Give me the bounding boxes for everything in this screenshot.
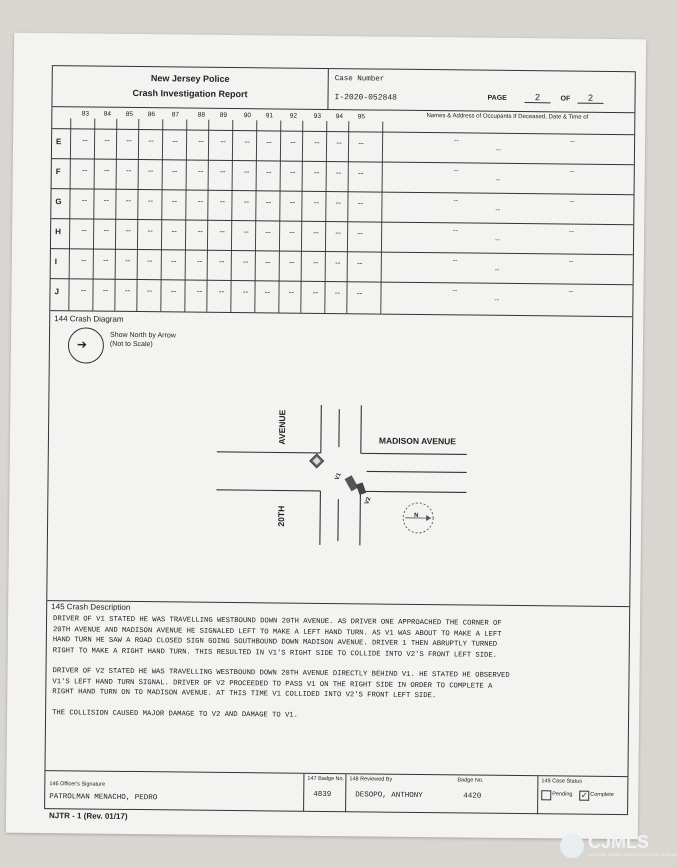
grid-cell: --: [334, 288, 341, 298]
watermark-text: CJMLS: [588, 832, 650, 852]
footer-divider: [537, 776, 538, 814]
grid-cell: --: [125, 255, 131, 265]
grid-cell: --: [356, 288, 363, 298]
grid-cell: --: [81, 225, 87, 235]
road-closed-sign-icon: [310, 454, 324, 468]
grid-cell: --: [170, 286, 177, 296]
pending-label: Pending: [552, 791, 573, 798]
agency-name: New Jersey Police: [150, 73, 230, 84]
grid-cell: --: [314, 137, 320, 147]
grid-column-header: 86: [147, 111, 156, 119]
grid-cell: --: [290, 137, 296, 147]
occupant-grid: [50, 106, 634, 317]
grid-row: [51, 248, 633, 281]
vehicle-v1-icon: [344, 475, 358, 491]
occupant-cell: --: [495, 146, 501, 154]
occupant-cell: --: [569, 228, 574, 236]
grid-cell: --: [198, 136, 204, 146]
vehicle-label-v1: V1: [334, 472, 343, 482]
grid-cell: --: [220, 166, 226, 176]
complete-checkbox[interactable]: ✓: [580, 790, 588, 800]
grid-cell: --: [198, 166, 204, 176]
grid-cell: --: [289, 257, 295, 267]
road-edge: [361, 453, 467, 454]
grid-cell: --: [358, 168, 364, 178]
page-label: PAGE: [487, 94, 507, 102]
grid-cell: --: [314, 167, 320, 177]
grid-cell: --: [336, 168, 342, 178]
grid-column-header: 88: [197, 111, 205, 119]
reviewer-badge-label: Badge No.: [457, 777, 484, 784]
grid-cell: --: [147, 226, 153, 236]
grid-row-label: H: [55, 227, 61, 237]
grid-row: [51, 218, 633, 251]
grid-cell: --: [335, 228, 341, 238]
narrative-line: THE COLLISION CAUSED MAJOR DAMAGE TO V2 AND DAMAGE TO V1.: [52, 708, 298, 720]
grid-cell: --: [313, 227, 319, 237]
compass-north-label: N: [414, 512, 419, 519]
grid-cell: --: [266, 167, 272, 177]
grid-cell: --: [289, 197, 296, 207]
occupant-cell: --: [568, 288, 574, 296]
grid-cell: --: [219, 256, 225, 266]
grid-column-header: 85: [125, 110, 134, 118]
occupant-cell: --: [453, 227, 458, 235]
grid-cell: --: [197, 256, 203, 266]
grid-cell: --: [102, 285, 109, 295]
grid-cell: --: [336, 138, 342, 148]
grid-cell: --: [103, 225, 109, 235]
crash-diagram-title: 144 Crash Diagram: [54, 314, 124, 324]
grid-cell: --: [147, 256, 153, 266]
agency-block: [52, 66, 328, 109]
grid-row-label: E: [56, 137, 62, 147]
officer-signature-label: 146 Officer's Signature: [49, 781, 106, 788]
vehicle-label-v2: V2: [364, 496, 373, 506]
occupant-cell: --: [452, 287, 458, 295]
narrative-line: HAND TURN HE SAW A ROAD CLOSED SIGN GOING SOUTHBOUND DOWN MADISON AVENUE. DRIVER 1 THEN ABRUPTLY TURNED: [52, 636, 498, 649]
grid-column-header: 95: [357, 113, 365, 121]
grid-cell: --: [103, 195, 110, 205]
grid-cell: --: [312, 287, 319, 297]
grid-cell: --: [242, 287, 249, 297]
north-instruction-line: Show North by Arrow: [110, 331, 176, 340]
grid-cell: --: [103, 255, 109, 265]
grid-row-label: I: [54, 257, 58, 267]
grid-row: [50, 278, 632, 311]
grid-cell: --: [197, 226, 203, 236]
grid-cell: --: [313, 197, 320, 207]
narrative-line: RIGHT TO MAKE A RIGHT HAND TURN. THIS RESULTED IN V1'S RIGHT SIDE TO COLLIDE INTO V2'S FRONT LEFT SIDE.: [52, 646, 498, 660]
mls-logo-icon: [560, 834, 584, 858]
occupant-cell: --: [495, 176, 501, 184]
grid-cell: --: [148, 166, 154, 176]
grid-cell: --: [82, 165, 88, 175]
officer-badge: 4839: [313, 790, 332, 800]
grid-cell: --: [243, 227, 249, 237]
grid-cell: --: [82, 135, 88, 145]
reviewed-by: DESOPO, ANTHONY: [355, 791, 423, 801]
mls-watermark: [560, 832, 678, 862]
grid-cell: --: [219, 226, 225, 236]
occupant-cell: --: [570, 138, 575, 146]
grid-column-header: 90: [243, 112, 251, 120]
grid-cell: --: [220, 136, 226, 146]
grid-cell: --: [197, 196, 204, 206]
grid-cell: --: [218, 286, 225, 296]
road-edge: [216, 490, 320, 491]
narrative-line: 20TH AVENUE AND MADISON AVENUE HE SIGNALED LEFT TO MAKE A LEFT HAND TURN. AS V1 WAS ABOUT TO MAKE A LEFT: [52, 625, 502, 639]
occupant-cell: --: [453, 167, 459, 175]
narrative-line: DRIVER OF V1 STATED HE WAS TRAVELLING WESTBOUND DOWN 20TH AVENUE. AS DRIVER ONE APPROACHED THE CORNER OF: [53, 615, 502, 628]
grid-column-header: 84: [103, 110, 112, 118]
grid-cell: --: [171, 256, 177, 266]
occupant-cell: --: [452, 257, 458, 265]
grid-row: [51, 188, 633, 221]
case-status-label: 149 Case Status: [541, 778, 583, 785]
badge-label: 147 Badge No.: [307, 775, 345, 783]
intersection-drawing: [47, 310, 632, 606]
narrative-line: RIGHT HAND TURN ON TO MADISON AVENUE. AT THIS TIME V1 COLLIDED INTO V2'S FRONT LEFT SIDE.: [52, 688, 437, 701]
page-number: 2: [524, 92, 550, 103]
grid-cell: --: [265, 227, 271, 237]
of-label: OF: [560, 95, 571, 103]
grid-cell: --: [104, 165, 110, 175]
grid-cell: --: [80, 285, 87, 295]
grid-cell: --: [244, 137, 250, 147]
road-edge: [360, 491, 466, 492]
crash-description-title: 145 Crash Description: [51, 602, 131, 612]
grid-cell: --: [313, 257, 319, 267]
grid-cell: --: [124, 285, 131, 295]
occupant-cell: --: [494, 296, 500, 304]
grid-cell: --: [196, 286, 203, 296]
road-edge: [217, 452, 321, 453]
grid-cell: --: [264, 287, 271, 297]
grid-row-label: G: [55, 197, 62, 207]
grid-column-header: 87: [171, 111, 179, 119]
crash-report-form: [44, 65, 636, 815]
grid-row-label: J: [54, 287, 59, 297]
grid-cell: --: [125, 225, 131, 235]
narrative-line: DRIVER OF V2 STATED HE WAS TRAVELLING WESTBOUND DOWN 20TH AVENUE DIRECTLY BEHIND V1. HE STATED HE OBSERVED: [52, 667, 510, 680]
grid-cell: --: [125, 195, 132, 205]
report-title: Crash Investigation Report: [132, 87, 248, 100]
grid-cell: --: [290, 167, 296, 177]
pending-checkbox[interactable]: [541, 790, 551, 800]
watermark-subtext: CENTRAL JERSEY MULTIPLE LISTING SYSTEM: [588, 852, 678, 857]
north-arrow-icon: ➔: [76, 337, 88, 352]
grid-cell: --: [357, 228, 363, 238]
grid-cell: --: [335, 198, 342, 208]
street-label-avenue: AVENUE: [276, 409, 288, 445]
grid-cell: --: [146, 286, 153, 296]
grid-column-header: 91: [265, 112, 273, 120]
grid-cell: --: [147, 196, 154, 206]
grid-column-header: 83: [81, 110, 90, 118]
vehicle-v2-icon: [356, 482, 366, 495]
narrative-line: V1'S LEFT HAND TURN SIGNAL. DRIVER OF V2 PROCEEDED TO PASS V1 ON THE RIGHT SIDE IN ORDER TO COMPLETE A: [52, 677, 493, 691]
crash-diagram-section: [47, 310, 632, 607]
case-number-label: Case Number: [334, 75, 385, 84]
page-total: 2: [577, 93, 603, 104]
form-code: NJTR - 1 (Rev. 01/17): [48, 811, 128, 821]
grid-cell: --: [357, 198, 364, 208]
grid-column-header: 92: [289, 112, 297, 120]
grid-cell: --: [244, 167, 250, 177]
road-edge: [360, 491, 361, 545]
grid-column-header: 94: [335, 113, 343, 121]
grid-cell: --: [171, 196, 178, 206]
grid-cell: --: [266, 137, 272, 147]
reviewed-by-label: 148 Reviewed By: [349, 776, 393, 783]
grid-cell: --: [243, 197, 250, 207]
occupant-cell: --: [568, 258, 574, 266]
grid-cell: --: [148, 136, 154, 146]
street-label-madison: MADISON AVENUE: [378, 435, 456, 447]
occupant-cell: --: [569, 198, 575, 206]
grid-cell: --: [288, 287, 295, 297]
grid-column-header: 89: [219, 111, 227, 119]
grid-cell: --: [219, 196, 226, 206]
grid-cell: --: [126, 135, 132, 145]
grid-cell: --: [265, 197, 272, 207]
grid-cell: --: [358, 138, 364, 148]
grid-cell: --: [172, 136, 178, 146]
grid-row: [52, 128, 634, 161]
reviewer-badge: 4420: [463, 792, 482, 801]
grid-row: [52, 158, 634, 191]
street-label-20th: 20TH: [276, 505, 287, 527]
footer-divider: [303, 774, 304, 812]
road-edge: [321, 405, 322, 453]
officer-signature: PATROLMAN MENACHO, PEDRO: [49, 793, 158, 803]
case-number: I-2020-052848: [334, 93, 398, 103]
grid-cell: --: [171, 226, 177, 236]
grid-row-label: F: [55, 167, 61, 177]
road-edge: [361, 405, 362, 453]
occupant-cell: --: [454, 137, 459, 145]
grid-cell: --: [289, 227, 295, 237]
occupant-cell: --: [453, 197, 459, 205]
grid-cell: --: [126, 165, 132, 175]
grid-cell: --: [81, 255, 87, 265]
signature-footer: [45, 770, 627, 815]
grid-cell: --: [335, 258, 341, 268]
grid-cell: --: [172, 166, 178, 176]
road-edge: [320, 491, 321, 545]
grid-cell: --: [81, 195, 88, 205]
road-edge: [367, 471, 467, 472]
complete-label: Complete: [590, 791, 614, 799]
grid-cell: --: [104, 135, 110, 145]
grid-cell: --: [243, 257, 249, 267]
occupant-cell: --: [495, 236, 500, 244]
occupant-cell: --: [494, 266, 500, 274]
occupant-cell: --: [569, 168, 575, 176]
grid-cell: --: [265, 257, 271, 267]
scale-note: (Not to Scale): [109, 340, 153, 349]
occupant-cell: --: [495, 206, 501, 214]
grid-cell: --: [357, 258, 363, 268]
grid-column-header: 93: [313, 112, 321, 120]
occupants-header: Names & Address of Occupants If Deceased, Date & Time of: [426, 113, 589, 121]
report-sheet: [6, 33, 646, 840]
footer-divider: [345, 774, 346, 812]
